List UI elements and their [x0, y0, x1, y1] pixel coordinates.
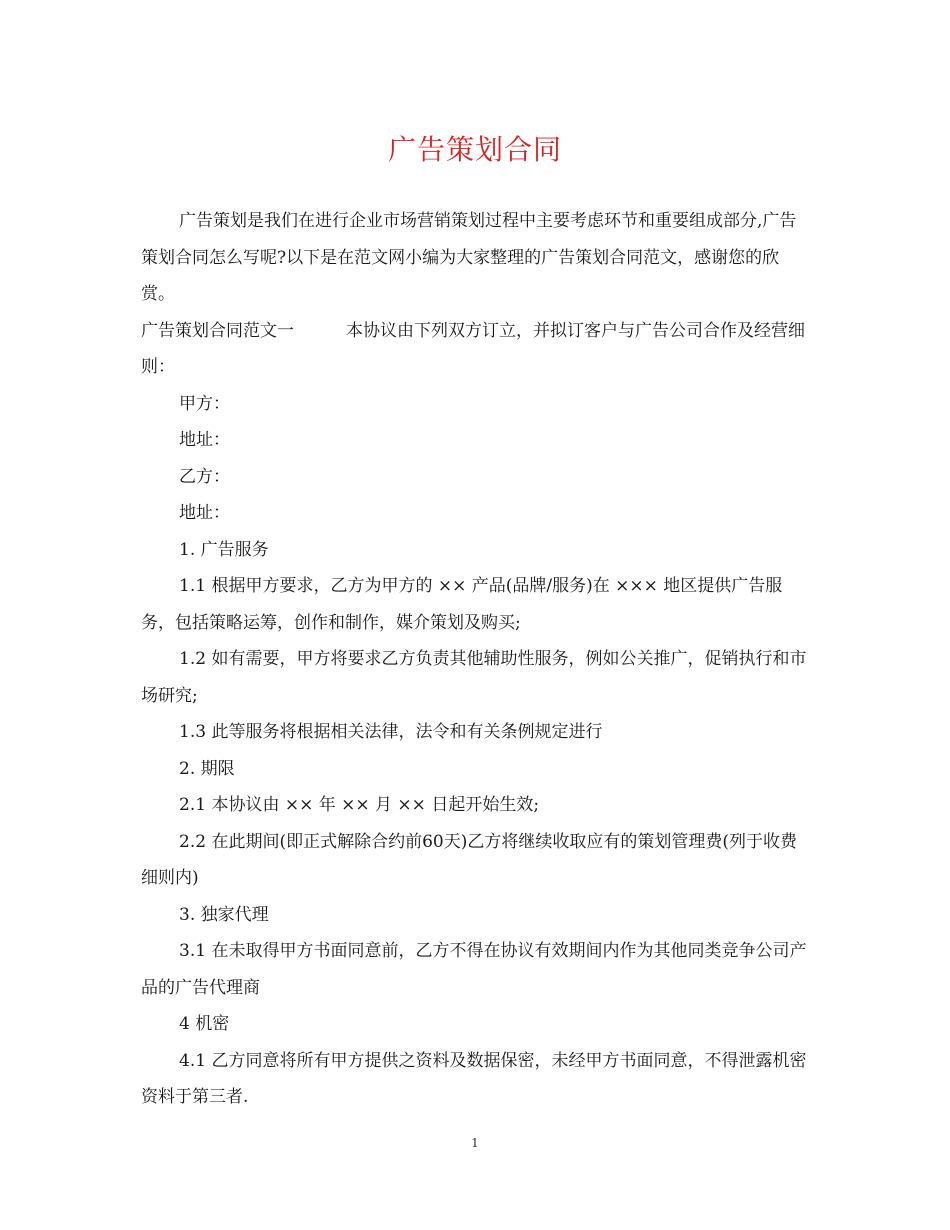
- clause-1-1: 1.1 根据甲方要求，乙方为甲方的 ×× 产品(品牌/服务)在 ××× 地区提供广告服务，包括策略运筹，创作和制作，媒介策划及购买;: [141, 576, 783, 633]
- clause-3-1: 3.1 在未取得甲方书面同意前，乙方不得在协议有效期间内作为其他同类竞争公司产品的广告代理商: [141, 941, 807, 998]
- clause-1-3: 1.3 此等服务将根据相关法律，法令和有关条例规定进行: [179, 722, 603, 742]
- sample-lead-paragraph: [141, 313, 813, 386]
- address-b-line: 地址：: [179, 503, 230, 523]
- document-title: 广告策划合同: [387, 133, 562, 166]
- document-body: [141, 203, 813, 1116]
- party-a-line: 甲方：: [179, 393, 230, 414]
- clause-1-2: 1.2 如有需要，甲方将要求乙方负责其他辅助性服务，例如公关推广，促销执行和市场研究;: [141, 649, 807, 706]
- intro-paragraph: 广告策划是我们在进行企业市场营销策划过程中主要考虑环节和重要组成部分,广告策划合同怎么写呢?以下是在范文网小编为大家整理的广告策划合同范文，感谢您的欣赏。: [141, 211, 797, 304]
- clause-4-1: 4.1 乙方同意将所有甲方提供之资料及数据保密，未经甲方书面同意，不得泄露机密资料于第三者.: [141, 1050, 807, 1107]
- section-4-title: 4 机密: [179, 1014, 230, 1034]
- section-1-title: 1. 广告服务: [179, 539, 269, 560]
- clause-2-2: 2.2 在此期间(即正式解除合约前60天)乙方将继续收取应有的策划管理费(列于收费细则内): [141, 831, 797, 888]
- sample-heading: 广告策划合同范文一: [141, 320, 294, 341]
- address-a-line: 地址：: [179, 430, 230, 450]
- page-number: 1: [471, 1136, 479, 1150]
- clause-2-1: 2.1 本协议由 ×× 年 ×× 月 ×× 日起开始生效;: [179, 795, 540, 815]
- party-b-line: 乙方：: [179, 466, 230, 487]
- sample-lead: 本协议由下列双方订立，并拟订客户与广告公司合作及经营细则：: [141, 320, 805, 377]
- section-3-title: 3. 独家代理: [179, 904, 269, 925]
- section-2-title: 2. 期限: [179, 758, 235, 779]
